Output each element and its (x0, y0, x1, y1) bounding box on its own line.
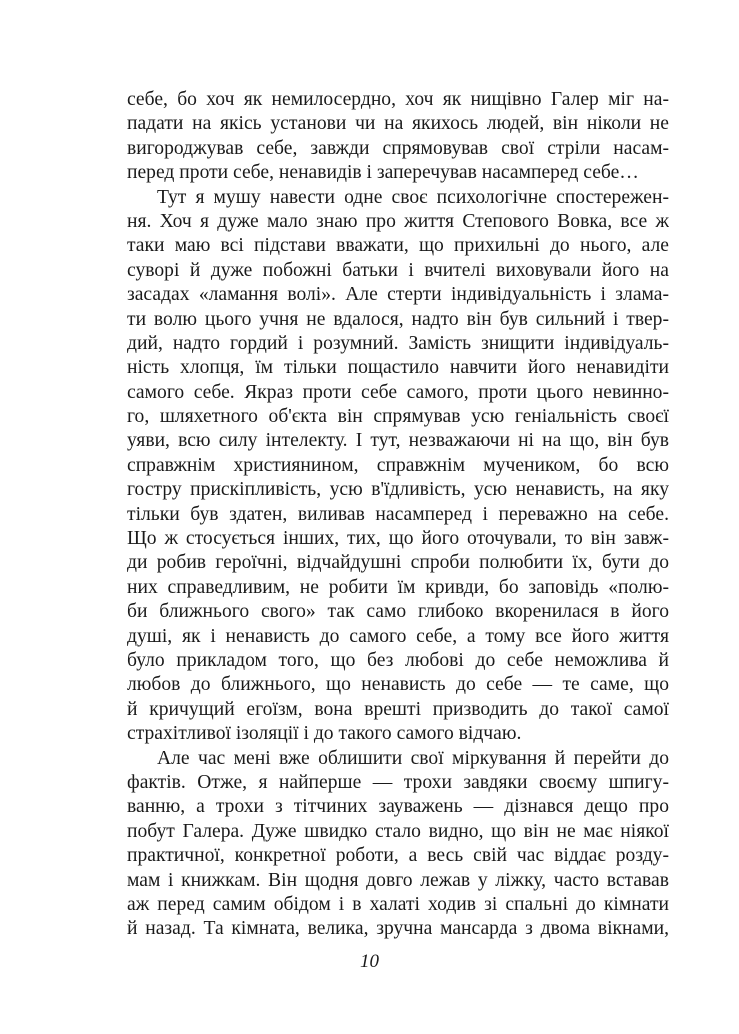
text-line: фактів. Отже, я найперше — трохи завдяки своєму шпигу- (127, 771, 669, 793)
text-line: перед проти себе, ненавидів і заперечував насамперед себе… (127, 162, 639, 184)
text-line: дий, надто гордий і розумний. Замість знищити індивідуаль- (127, 332, 669, 354)
text-line: самого себе. Якраз проти себе самого, проти цього невинно- (127, 381, 669, 403)
text-line: ди робив героїчні, відчайдушні спроби полюбити їх, бути до (127, 552, 669, 574)
text-line: ванню, а трохи з тітчиних зауважень — дізнався дещо про (127, 796, 669, 818)
text-line: гостру прискіпливість, усю в'їдливість, усю ненависть, на яку (127, 479, 669, 501)
text-line: побут Галера. Дуже швидко стало видно, що він не має ніякої (127, 820, 669, 842)
text-line: суворі й дуже побожні батьки і вчителі виховували його на (127, 259, 669, 281)
text-line: й кричущий егоїзм, вона врешті призводить до такої самої (127, 698, 669, 720)
text-line: любов до ближнього, що ненависть до себе — те саме, що (127, 674, 669, 696)
text-line: страхітливої ізоляції і до такого самого відчаю. (127, 723, 522, 745)
text-line: го, шляхетного об'єкта він спрямував усю геніальність своєї (127, 406, 669, 428)
text-line: аж перед самим обідом і в халаті ходив зі спальні до кімнати (127, 893, 669, 915)
text-line: уяви, всю силу інтелекту. І тут, незважаючи ні на що, він був (127, 430, 669, 452)
text-line: ність хлопця, їм тільки пощастило навчити його ненавидіти (127, 357, 669, 379)
page-number: 10 (360, 951, 379, 972)
text-line: засадах «ламання волі». Але стерти індивідуальність і злама- (127, 284, 669, 306)
text-line: ти волю цього учня не вдалося, надто він був сильний і твер- (127, 308, 669, 330)
text-line: й назад. Та кімната, велика, зручна мансарда з двома вікнами, (127, 918, 669, 940)
text-line: практичної, конкретної роботи, а весь свій час віддає розду- (127, 845, 669, 867)
text-line: було прикладом того, що без любові до себе неможлива й (127, 649, 669, 671)
text-line: Що ж стосується інших, тих, що його оточували, то він завж- (127, 528, 669, 550)
text-line: таки маю всі підстави вважати, що прихильні до нього, але (127, 235, 669, 257)
text-line: них справедливим, не робити їм кривди, бо заповідь «полю- (127, 576, 669, 598)
text-line: тільки був здатен, виливав насамперед і переважно на себе. (127, 503, 669, 525)
paragraph-first-line: Але час мені вже облишити свої міркування й перейти до (157, 747, 669, 769)
text-line: вигороджував себе, завжди спрямовував свої стріли насам- (127, 137, 669, 159)
page-body (127, 88, 669, 942)
text-line: падати на якісь установи чи на якихось людей, він ніколи не (127, 113, 669, 135)
text-line: справжнім християнином, справжнім мучеником, бо всю (127, 454, 669, 476)
text-line: мам і книжкам. Він щодня довго лежав у ліжку, часто вставав (127, 869, 669, 891)
paragraph-first-line: Тут я мушу навести одне своє психологічне спостережен- (157, 186, 669, 208)
text-line: ня. Хоч я дуже мало знаю про життя Степового Вовка, все ж (127, 210, 669, 232)
text-line: душі, як і ненависть до самого себе, а тому все його життя (127, 625, 669, 647)
text-line: себе, бо хоч як немилосердно, хоч як нищівно Галер міг на- (127, 89, 669, 110)
text-line: би ближнього свого» так само глибоко вкоренилася в його (127, 601, 669, 623)
